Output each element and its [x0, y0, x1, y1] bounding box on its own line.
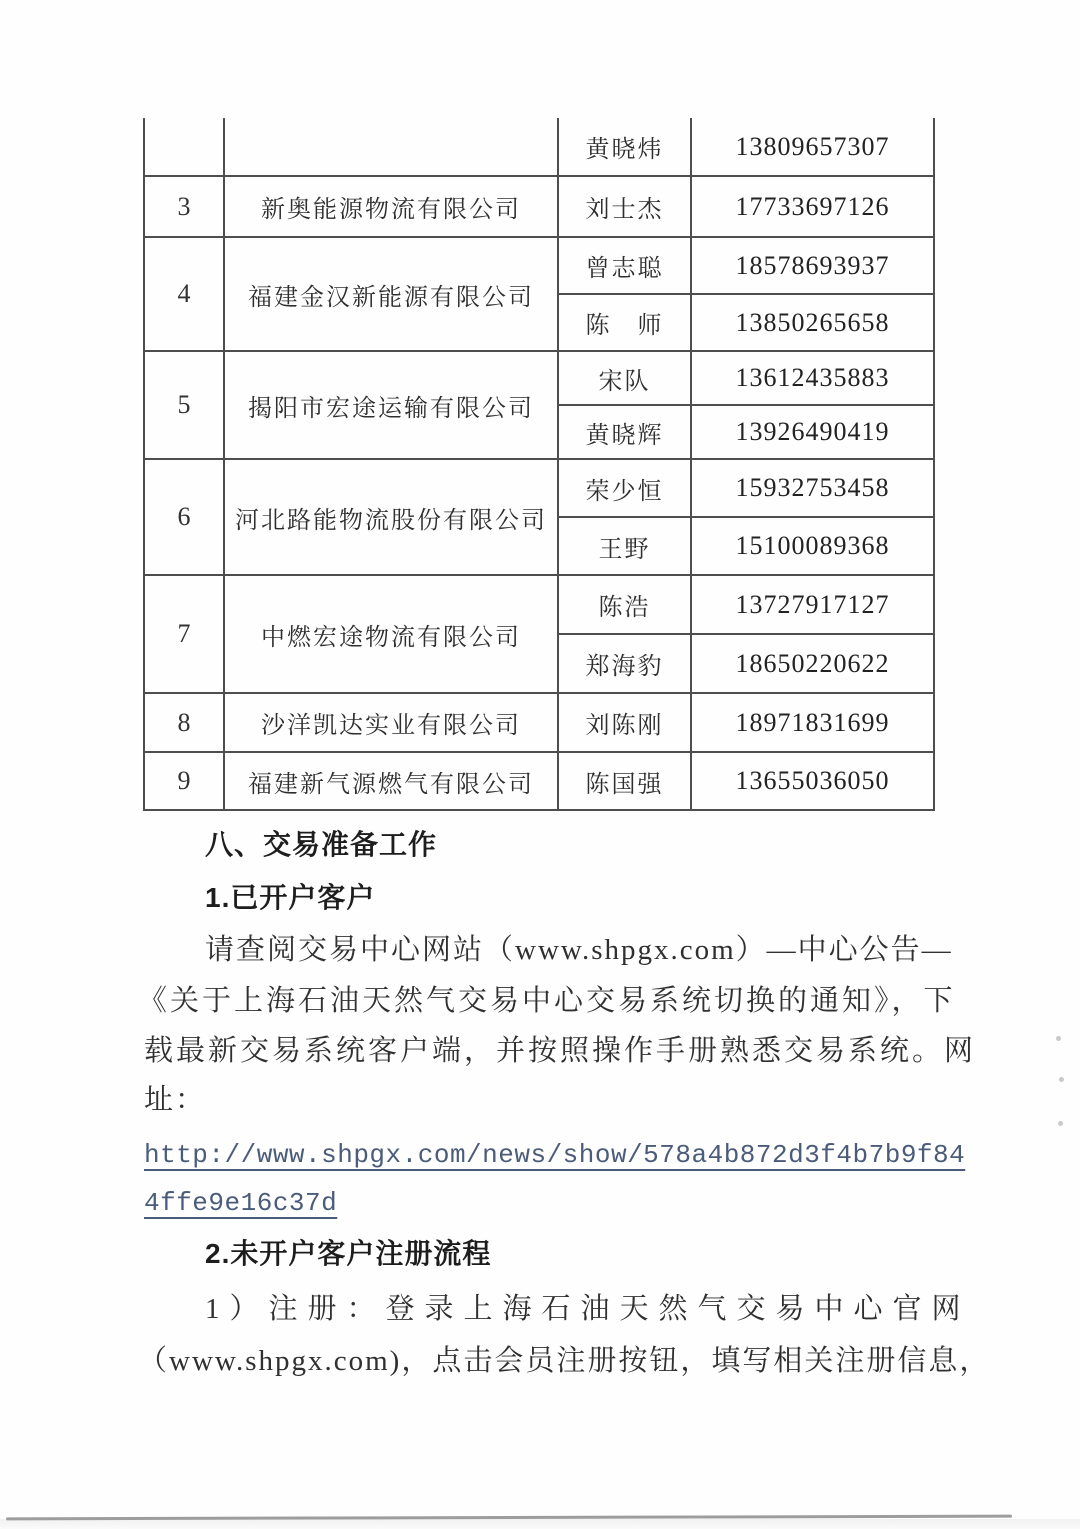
- paragraph-1-line-4: 址：: [144, 1084, 207, 1116]
- paragraph-1-line-1: 请查阅交易中心网站（www.shpgx.com）—中心公告—: [205, 934, 953, 966]
- paragraph-2-line-1: 1）注册：登录上海石油天然气交易中心官网: [205, 1293, 971, 1325]
- paragraph-1-line-3: 载最新交易系统客户端，并按照操作手册熟悉交易系统。网: [144, 1035, 977, 1067]
- contact-name-cell: 曾志聪: [558, 237, 691, 294]
- contact-name-cell: 陈国强: [558, 752, 691, 810]
- contact-name-cell: 黄晓炜: [558, 118, 691, 176]
- table-row: [144, 118, 934, 176]
- contact-name-cell: 荣少恒: [558, 459, 691, 517]
- company-cell: [224, 118, 558, 176]
- subsection-2-heading: 2.未开户客户注册流程: [205, 1238, 492, 1269]
- contact-name-cell: 王野: [558, 517, 691, 575]
- phone-cell: 13612435883: [691, 351, 934, 405]
- company-cell: 新奥能源物流有限公司: [224, 176, 558, 237]
- paragraph-2-line-2: （www.shpgx.com)，点击会员注册按钮，填写相关注册信息，: [138, 1345, 991, 1377]
- table-row: [144, 351, 934, 405]
- contact-name-cell: 黄晓辉: [558, 405, 691, 459]
- contact-table: [143, 118, 935, 811]
- table-row: [144, 752, 934, 810]
- phone-cell: 18578693937: [691, 237, 934, 294]
- contact-name-cell: 陈浩: [558, 575, 691, 634]
- paragraph-1-line-2: 《关于上海石油天然气交易中心交易系统切换的通知》，下: [138, 985, 956, 1017]
- phone-cell: 13926490419: [691, 405, 934, 459]
- phone-cell: 17733697126: [691, 176, 934, 237]
- row-number: 8: [144, 693, 224, 752]
- phone-cell: 13850265658: [691, 294, 934, 351]
- notice-url-link-line-2[interactable]: 4ffe9e16c37d: [144, 1188, 338, 1218]
- row-number: 3: [144, 176, 224, 237]
- phone-cell: 13727917127: [691, 575, 934, 634]
- contact-name-cell: 刘士杰: [558, 176, 691, 237]
- company-cell: 福建新气源燃气有限公司: [224, 752, 558, 810]
- section-heading: 八、交易准备工作: [205, 829, 438, 860]
- company-cell: 河北路能物流股份有限公司: [224, 459, 558, 575]
- contact-name-cell: 陈 师: [558, 294, 691, 351]
- table-row: [144, 176, 934, 237]
- table-row: [144, 693, 934, 752]
- scan-speck: [1056, 1036, 1061, 1041]
- phone-cell: 18971831699: [691, 693, 934, 752]
- phone-cell: 13655036050: [691, 752, 934, 810]
- row-number: 5: [144, 351, 224, 459]
- row-number: 6: [144, 459, 224, 575]
- scan-speck: [1059, 1077, 1064, 1082]
- table-row: [144, 459, 934, 517]
- phone-cell: 18650220622: [691, 634, 934, 693]
- notice-url-link-line-1[interactable]: http://www.shpgx.com/news/show/578a4b872d3f4b7b9f84: [144, 1140, 966, 1170]
- contact-name-cell: 刘陈刚: [558, 693, 691, 752]
- phone-cell: 13809657307: [691, 118, 934, 176]
- row-number: 4: [144, 237, 224, 351]
- contact-name-cell: 宋队: [558, 351, 691, 405]
- table-row: [144, 237, 934, 294]
- scan-speck: [1058, 1121, 1063, 1126]
- company-cell: 福建金汉新能源有限公司: [224, 237, 558, 351]
- row-number: [144, 118, 224, 176]
- table-row: [144, 575, 934, 634]
- contact-name-cell: 郑海豹: [558, 634, 691, 693]
- company-cell: 沙洋凯达实业有限公司: [224, 693, 558, 752]
- phone-cell: 15100089368: [691, 517, 934, 575]
- company-cell: 中燃宏途物流有限公司: [224, 575, 558, 693]
- scan-edge-shade: [0, 1519, 1080, 1529]
- row-number: 7: [144, 575, 224, 693]
- phone-cell: 15932753458: [691, 459, 934, 517]
- company-cell: 揭阳市宏途运输有限公司: [224, 351, 558, 459]
- row-number: 9: [144, 752, 224, 810]
- subsection-1-heading: 1.已开户客户: [205, 882, 376, 913]
